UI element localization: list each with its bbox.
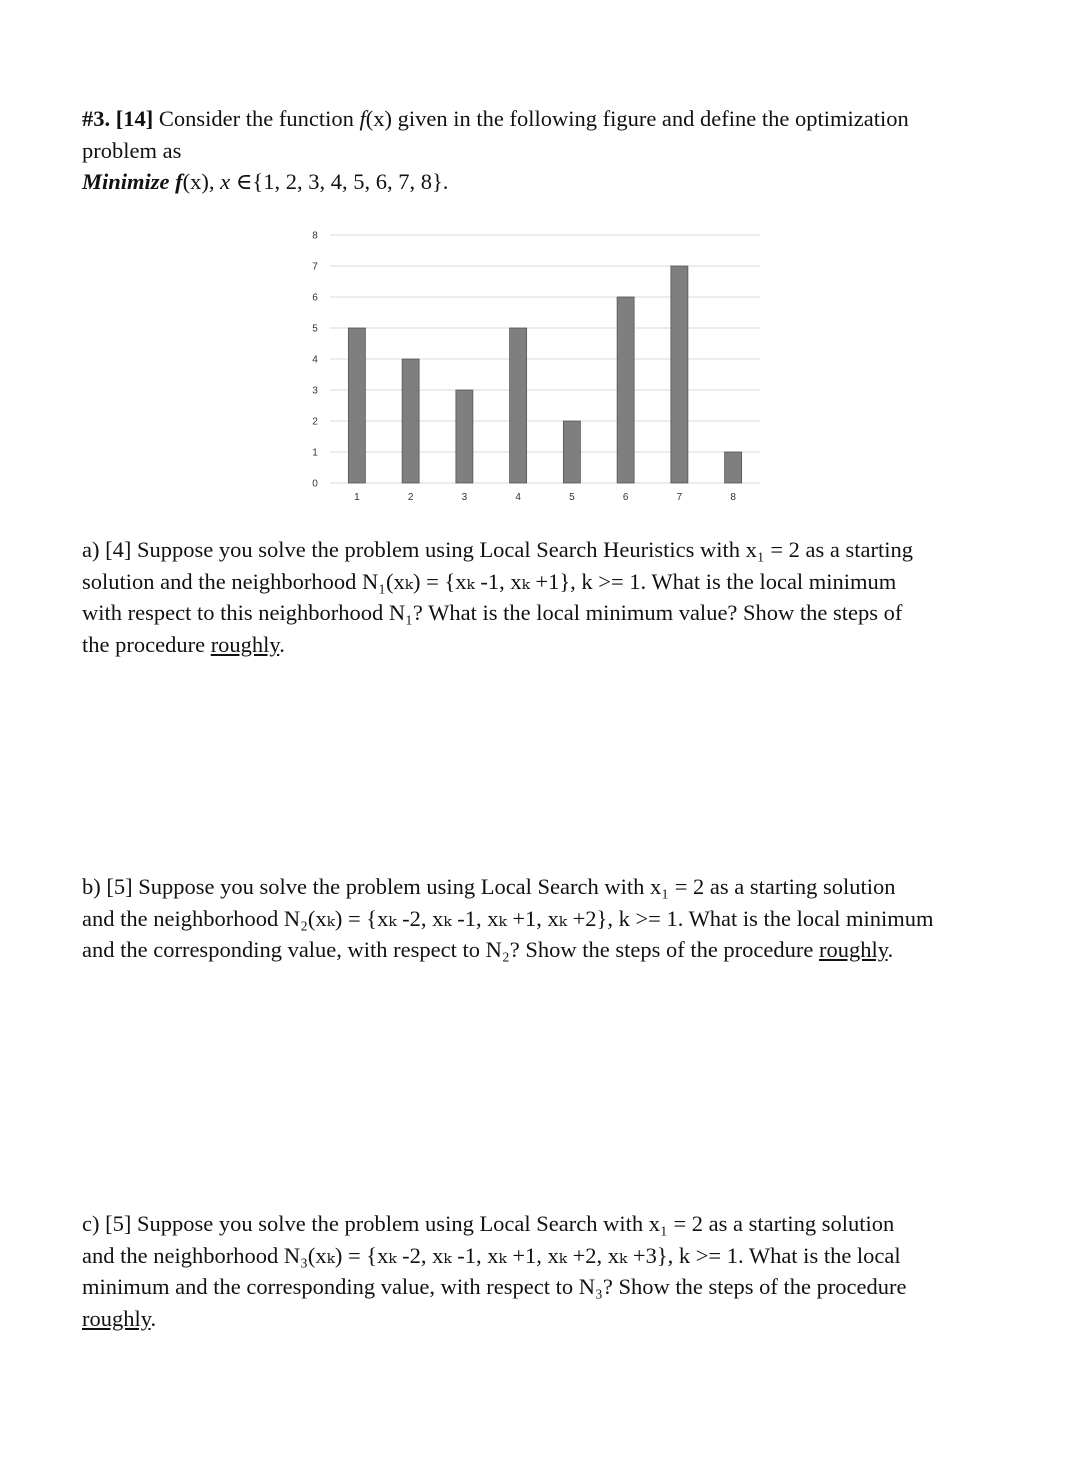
x-tick-label: 4 — [515, 492, 521, 503]
chart-x-tick-labels — [354, 492, 736, 503]
bar-6 — [617, 297, 634, 483]
y-tick-label: 2 — [312, 416, 318, 428]
part-a: a) [4] Suppose you solve the problem using Local Search Heuristics with x₁ = 2 as a starting solution and the neighborhood N₁(xₖ) = {xₖ -1, xₖ +1}, k >= 1. What is the local minimum with respect to this neighborhood N₁? What is the local minimum value? Show the steps of the procedure roughly. — [82, 537, 913, 657]
y-tick-label: 7 — [312, 261, 318, 273]
question-points: [14] — [115, 106, 154, 131]
question-header-line2: problem as — [82, 137, 182, 163]
bar-chart — [290, 222, 770, 512]
question-header-line1: #3. [14] Consider the function f(x) given in the following figure and define the optimization — [82, 106, 909, 131]
bar-8 — [725, 452, 742, 483]
bar-2 — [402, 359, 419, 483]
y-tick-label: 8 — [312, 230, 318, 242]
roughly-underlined: roughly — [819, 937, 888, 962]
part-b: b) [5] Suppose you solve the problem using Local Search with x₁ = 2 as a starting solution and the neighborhood N₂(xₖ) = {xₖ -2, xₖ -1, xₖ +1, xₖ +2}, k >= 1. What is the local minimum and the corresponding value, with respect to N₂? Show the steps of the procedure roughly. — [82, 874, 934, 962]
bar-4 — [510, 328, 527, 483]
bar-7 — [671, 266, 688, 483]
bar-3 — [456, 390, 473, 483]
y-tick-label: 0 — [312, 478, 318, 490]
y-tick-label: 5 — [312, 323, 318, 335]
y-tick-label: 6 — [312, 292, 318, 304]
x-tick-label: 2 — [407, 492, 414, 503]
question-header — [82, 103, 984, 198]
x-tick-label: 3 — [461, 492, 468, 503]
x-tick-label: 7 — [676, 492, 683, 503]
problem-statement: Minimize f(x), x ∈{1, 2, 3, 4, 5, 6, 7, 8}. — [82, 169, 449, 194]
y-tick-label: 3 — [312, 385, 318, 397]
chart-gridlines — [330, 235, 760, 483]
x-tick-label: 8 — [730, 492, 736, 503]
roughly-underlined: roughly — [82, 1305, 151, 1331]
part-c: c) [5] Suppose you solve the problem using Local Search with x₁ = 2 as a starting solution and the neighborhood N₃(xₖ) = {xₖ -2, xₖ -1, xₖ +1, xₖ +2, xₖ +3}, k >= 1. What is the local minimum and the corresponding value, with respect to N₃? Show the steps of the procedure roughly. — [82, 1211, 907, 1331]
chart-bars — [348, 266, 741, 483]
y-tick-label: 1 — [312, 447, 318, 459]
x-tick-label: 6 — [622, 492, 629, 503]
x-tick-label: 1 — [354, 492, 360, 503]
y-tick-label: 4 — [312, 354, 318, 366]
bar-5 — [563, 421, 580, 483]
chart-y-tick-labels — [312, 231, 318, 490]
x-tick-label: 5 — [569, 492, 575, 503]
question-number: #3. — [82, 106, 111, 131]
roughly-underlined: roughly — [210, 631, 280, 657]
bar-1 — [348, 328, 365, 483]
